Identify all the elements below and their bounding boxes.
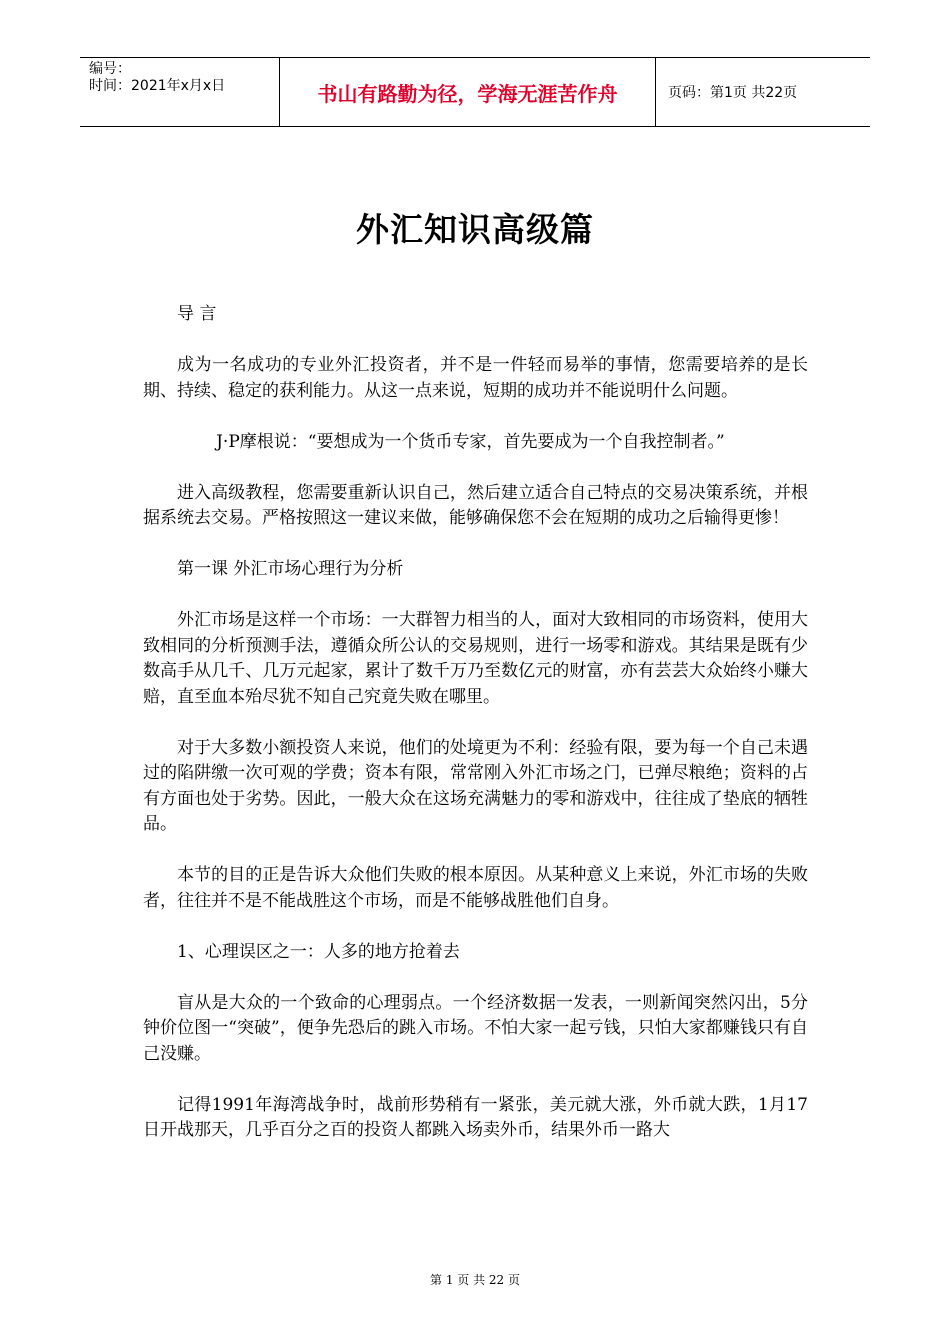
intro-heading: 导 言: [177, 304, 217, 324]
paragraph: 外汇市场是这样一个市场：一大群智力相当的人，面对大致相同的市场资料，使用大致相同的分析预测手法，遵循众所公认的交易规则，进行一场零和游戏。其结果是既有少数高手从几千、几万元起家，累计了数千万乃至数亿元的财富，亦有芸芸大众始终小赚大赔，直至血本殆尽犹不知自己究竟失败在哪里。: [143, 610, 808, 707]
paragraph: 对于大多数小额投资人来说，他们的处境更为不利：经验有限，要为每一个自己未遇过的陷阱缴一次可观的学费；资本有限，常常刚入外汇市场之门，已弹尽粮绝；资料的占有方面也处于劣势。因此，一般大众在这场充满魅力的零和游戏中，往往成了垫底的牺牲品。: [143, 737, 808, 834]
section-heading: 1、心理误区之一：人多的地方抢着去: [177, 941, 460, 962]
page-footer: 第 1 页 共 22 页: [430, 1273, 520, 1287]
lesson-heading: 第一课 外汇市场心理行为分析: [177, 559, 404, 579]
header-meta-cell: [80, 58, 280, 126]
paragraph: 成为一名成功的专业外汇投资者，并不是一件轻而易举的事情，您需要培养的是长期、持续、稳定的获利能力。从这一点来说，短期的成功并不能说明什么问题。: [143, 355, 808, 401]
document-title: 外汇知识高级篇: [356, 210, 594, 249]
paragraph: 本节的目的正是告诉大众他们失败的根本原因。从某种意义上来说，外汇市场的失败者，往往并不是不能战胜这个市场，而是不能够战胜他们自身。: [143, 865, 808, 911]
paragraph: 记得1991年海湾战争时，战前形势稍有一紧张，美元就大涨，外币就大跌，1月17日开战那天，几乎百分之百的投资人都跳入场卖外币，结果外币一路大: [143, 1094, 808, 1140]
document-body: [143, 302, 808, 1169]
quote-paragraph: J·P摩根说：“要想成为一个货币专家，首先要成为一个自我控制者。”: [216, 431, 725, 452]
number-label: 编号：: [89, 61, 131, 77]
header-page-info: 页码：第1页 共22页: [668, 85, 798, 101]
time-label: 时间：2021年x月x日: [89, 78, 226, 94]
header-motto: 书山有路勤为径，学海无涯苦作舟: [280, 58, 656, 126]
paragraph: 盲从是大众的一个致命的心理弱点。一个经济数据一发表，一则新闻突然闪出，5分钟价位图一“突破”，便争先恐后的跳入市场。不怕大家一起亏钱，只怕大家都赚钱只有自己没赚。: [143, 992, 808, 1064]
paragraph: 进入高级教程，您需要重新认识自己，然后建立适合自己特点的交易决策系统，并根据系统去交易。严格按照这一建议来做，能够确保您不会在短期的成功之后输得更惨！: [143, 482, 808, 528]
header-table: [80, 57, 870, 127]
